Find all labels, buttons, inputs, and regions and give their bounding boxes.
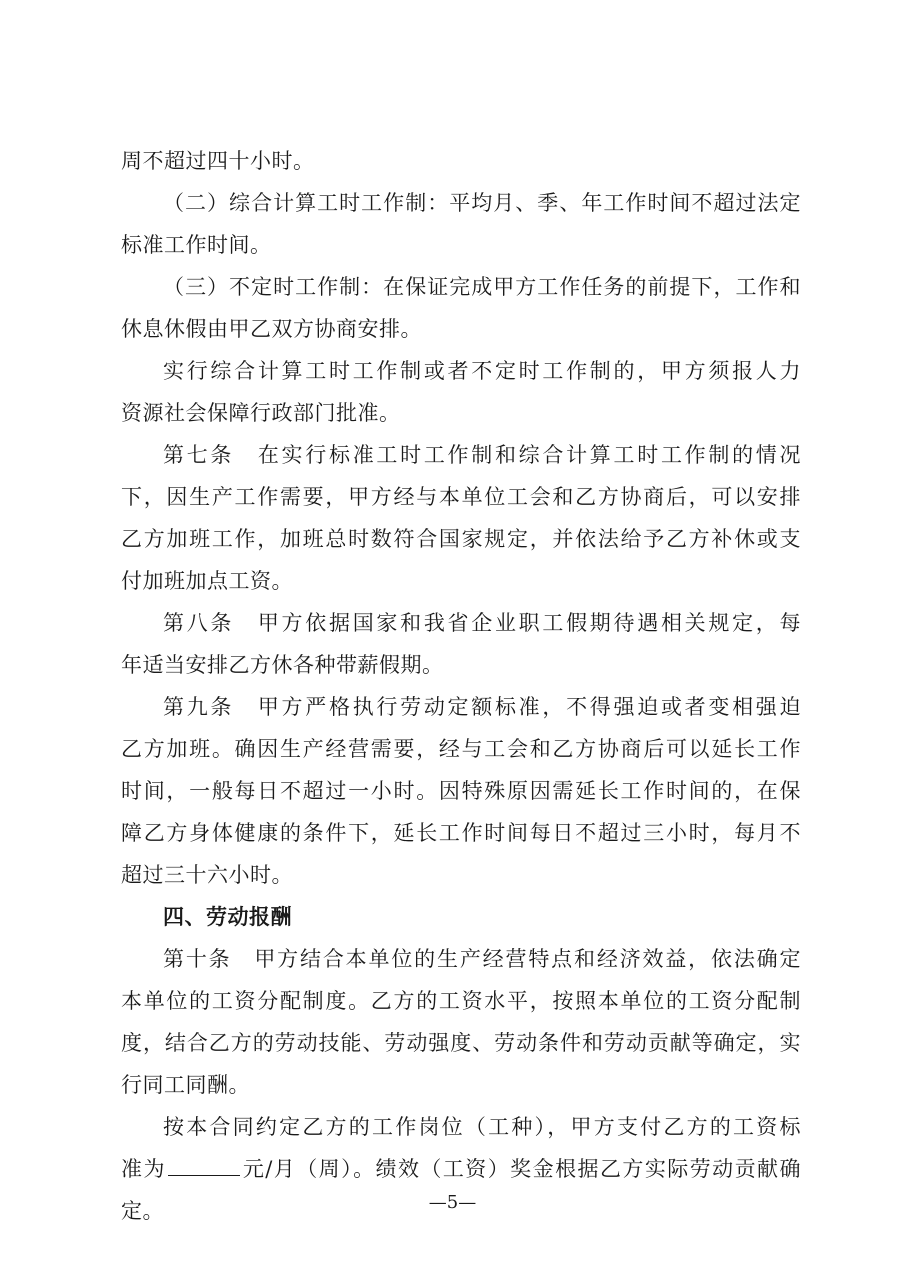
paragraph-line: （三）不定时工作制：在保证完成甲方工作任务的前提下，工作和 <box>163 275 801 299</box>
paragraph-line: 按本合同约定乙方的工作岗位（工种），甲方支付乙方的工资标 <box>163 1115 801 1139</box>
document-body <box>121 140 801 1232</box>
paragraph-line: 周不超过四十小时。 <box>121 149 315 173</box>
paragraph-line: 障乙方身体健康的条件下，延长工作时间每日不超过三小时，每月不 <box>121 821 801 845</box>
paragraph-line: 乙方加班。确因生产经营需要，经与工会和乙方协商后可以延长工作 <box>121 737 801 761</box>
paragraph-line: 超过三十六小时。 <box>121 863 293 887</box>
paragraph-line: 定。 <box>121 1199 164 1223</box>
paragraph-line: 实行综合计算工时工作制或者不定时工作制的，甲方须报人力 <box>163 359 801 383</box>
paragraph-line: 资源社会保障行政部门批准。 <box>121 401 401 425</box>
paragraph-line: 年适当安排乙方休各种带薪假期。 <box>121 653 444 677</box>
paragraph-line: 休息休假由甲乙双方协商安排。 <box>121 317 422 341</box>
wage-line-suffix: 元/月（周）。绩效（工资）奖金根据乙方实际劳动贡献确 <box>241 1157 801 1181</box>
paragraph-line: 第八条 甲方依据国家和我省企业职工假期待遇相关规定，每 <box>163 611 801 635</box>
paragraph-line: 度，结合乙方的劳动技能、劳动强度、劳动条件和劳动贡献等确定，实 <box>121 1031 801 1055</box>
page-number: —5— <box>428 1192 477 1213</box>
paragraph-line: 第十条 甲方结合本单位的生产经营特点和经济效益，依法确定 <box>163 947 801 971</box>
paragraph-line: 第九条 甲方严格执行劳动定额标准，不得强迫或者变相强迫 <box>163 695 801 719</box>
paragraph-line: 标准工作时间。 <box>121 233 272 257</box>
paragraph-line: 本单位的工资分配制度。乙方的工资水平，按照本单位的工资分配制 <box>121 989 801 1013</box>
paragraph-line: 时间，一般每日不超过一小时。因特殊原因需延长工作时间的，在保 <box>121 779 801 803</box>
paragraph-line: 下，因生产工作需要，甲方经与本单位工会和乙方协商后，可以安排 <box>121 485 801 509</box>
paragraph-line: 乙方加班工作，加班总时数符合国家规定，并依法给予乙方补休或支 <box>121 527 801 551</box>
paragraph-line: 付加班加点工资。 <box>121 569 293 593</box>
wage-line-prefix: 准为 <box>121 1157 166 1181</box>
paragraph-line: （二）综合计算工时工作制：平均月、季、年工作时间不超过法定 <box>163 191 801 215</box>
wage-amount-blank[interactable] <box>168 1151 240 1176</box>
wage-standard-line <box>121 1148 801 1190</box>
paragraph-line: 第七条 在实行标准工时工作制和综合计算工时工作制的情况 <box>163 443 801 467</box>
paragraph-line: 行同工同酬。 <box>121 1073 250 1097</box>
section-heading: 四、劳动报酬 <box>163 905 292 929</box>
